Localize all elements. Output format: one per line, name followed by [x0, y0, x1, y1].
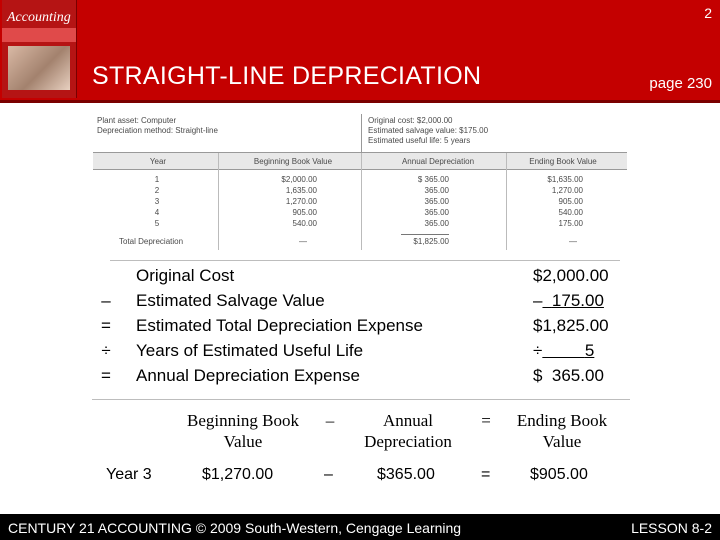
end-cell: 905.00	[558, 197, 583, 206]
calc-amount: $1,825.00	[533, 316, 609, 335]
calc-amount	[533, 341, 594, 361]
formula-beginning-book-value	[178, 410, 308, 452]
calc-label: Annual Depreciation Expense	[136, 366, 360, 385]
year-cell: 5	[154, 219, 160, 228]
calc-amount-prefix: ÷	[533, 341, 543, 360]
slide-title: STRAIGHT-LINE DEPRECIATION	[92, 62, 482, 90]
total-depreciation-label: Total Depreciation	[119, 237, 184, 246]
page-number: 2	[704, 5, 712, 21]
end-cell: $1,635.00	[547, 175, 583, 184]
formula-begin-value: $1,270.00	[202, 466, 274, 483]
formula-text: Annual	[382, 411, 434, 430]
useful-life-text: Estimated useful life: 5 years	[368, 136, 471, 145]
end-cell: 175.00	[558, 219, 583, 228]
column-divider	[506, 153, 507, 250]
formula-text: Depreciation	[364, 432, 452, 451]
lesson-number: LESSON 8-2	[631, 520, 712, 536]
calc-amount-prefix: –	[533, 291, 543, 310]
formula-text: Beginning Book	[187, 411, 299, 430]
calc-label: Years of Estimated Useful Life	[136, 341, 364, 360]
depreciation-table-image	[93, 114, 627, 250]
annual-cell: 365.00	[424, 197, 449, 206]
calc-symbol: =	[101, 316, 111, 335]
begin-cell: 540.00	[292, 219, 317, 228]
formula-text: Value	[223, 432, 263, 451]
annual-cell: $ 365.00	[417, 175, 449, 184]
depreciation-method-text: Depreciation method: Straight-line	[97, 126, 218, 135]
calc-label: Estimated Total Depreciation Expense	[136, 316, 423, 335]
formula-equals: =	[481, 411, 491, 430]
calc-label: Original Cost	[136, 266, 235, 285]
begin-cell: 1,635.00	[285, 186, 317, 195]
info-divider	[361, 114, 362, 152]
page-reference: page 230	[649, 75, 712, 92]
plant-asset-text: Plant asset: Computer	[97, 116, 177, 125]
formula-equals-sign: =	[481, 466, 491, 483]
total-underline	[401, 234, 449, 235]
original-cost-text: Original cost: $2,000.00	[368, 116, 453, 125]
calc-amount	[533, 291, 604, 311]
year-cell: 1	[154, 175, 160, 184]
formula-text: Value	[542, 432, 582, 451]
section-divider	[110, 260, 620, 261]
annual-cell: 365.00	[424, 208, 449, 217]
total-end-cell: —	[569, 237, 577, 246]
calc-symbol: =	[101, 366, 111, 385]
calc-symbol: ÷	[101, 341, 111, 360]
formula-ending-book-value	[505, 410, 619, 452]
annual-cell: 365.00	[424, 219, 449, 228]
formula-minus-sign: –	[324, 466, 333, 483]
end-cell: 1,270.00	[551, 186, 583, 195]
book-cover-image	[2, 0, 77, 98]
copyright-text: CENTURY 21 ACCOUNTING © 2009 South-Western, Cengage Learning	[8, 520, 462, 536]
year-cell: 3	[154, 197, 160, 206]
book-cover-title: Accounting	[7, 10, 71, 25]
formula-annual-value: $365.00	[377, 466, 435, 483]
header-year: Year	[149, 157, 167, 166]
formula-row-label: Year 3	[106, 466, 152, 483]
header-beginning-book-value: Beginning Book Value	[253, 157, 333, 166]
header-annual-depreciation: Annual Depreciation	[401, 157, 475, 166]
formula-annual-depreciation	[350, 410, 466, 452]
calc-amount-value	[542, 341, 594, 360]
calc-symbol: –	[101, 291, 111, 310]
calc-amount: $2,000.00	[533, 266, 609, 285]
begin-cell: $2,000.00	[281, 175, 317, 184]
depreciation-calculation	[0, 265, 720, 390]
year-cell: 4	[154, 208, 160, 217]
header-rule	[0, 100, 720, 103]
formula-minus: –	[325, 411, 335, 430]
end-cell: 540.00	[558, 208, 583, 217]
formula-end-value: $905.00	[530, 466, 588, 483]
calc-amount-number: 175.00	[551, 291, 604, 310]
calc-amount-value	[542, 291, 603, 310]
total-begin-cell: —	[299, 237, 307, 246]
year-cell: 2	[154, 186, 160, 195]
slide-footer	[0, 514, 720, 540]
cover-photo	[8, 46, 70, 90]
total-annual-cell: $1,825.00	[413, 237, 449, 246]
begin-cell: 1,270.00	[285, 197, 317, 206]
calc-amount: $ 365.00	[533, 366, 604, 385]
calc-label: Estimated Salvage Value	[136, 291, 325, 310]
header-ending-book-value: Ending Book Value	[529, 157, 597, 166]
calc-amount-number: 5	[584, 341, 595, 360]
column-divider	[218, 153, 219, 250]
slide-header	[0, 0, 720, 100]
formula-text: Ending Book	[516, 411, 608, 430]
cover-band	[2, 28, 76, 42]
annual-cell: 365.00	[424, 186, 449, 195]
begin-cell: 905.00	[292, 208, 317, 217]
column-divider	[361, 153, 362, 250]
salvage-value-text: Estimated salvage value: $175.00	[368, 126, 489, 135]
section-divider	[92, 399, 630, 400]
